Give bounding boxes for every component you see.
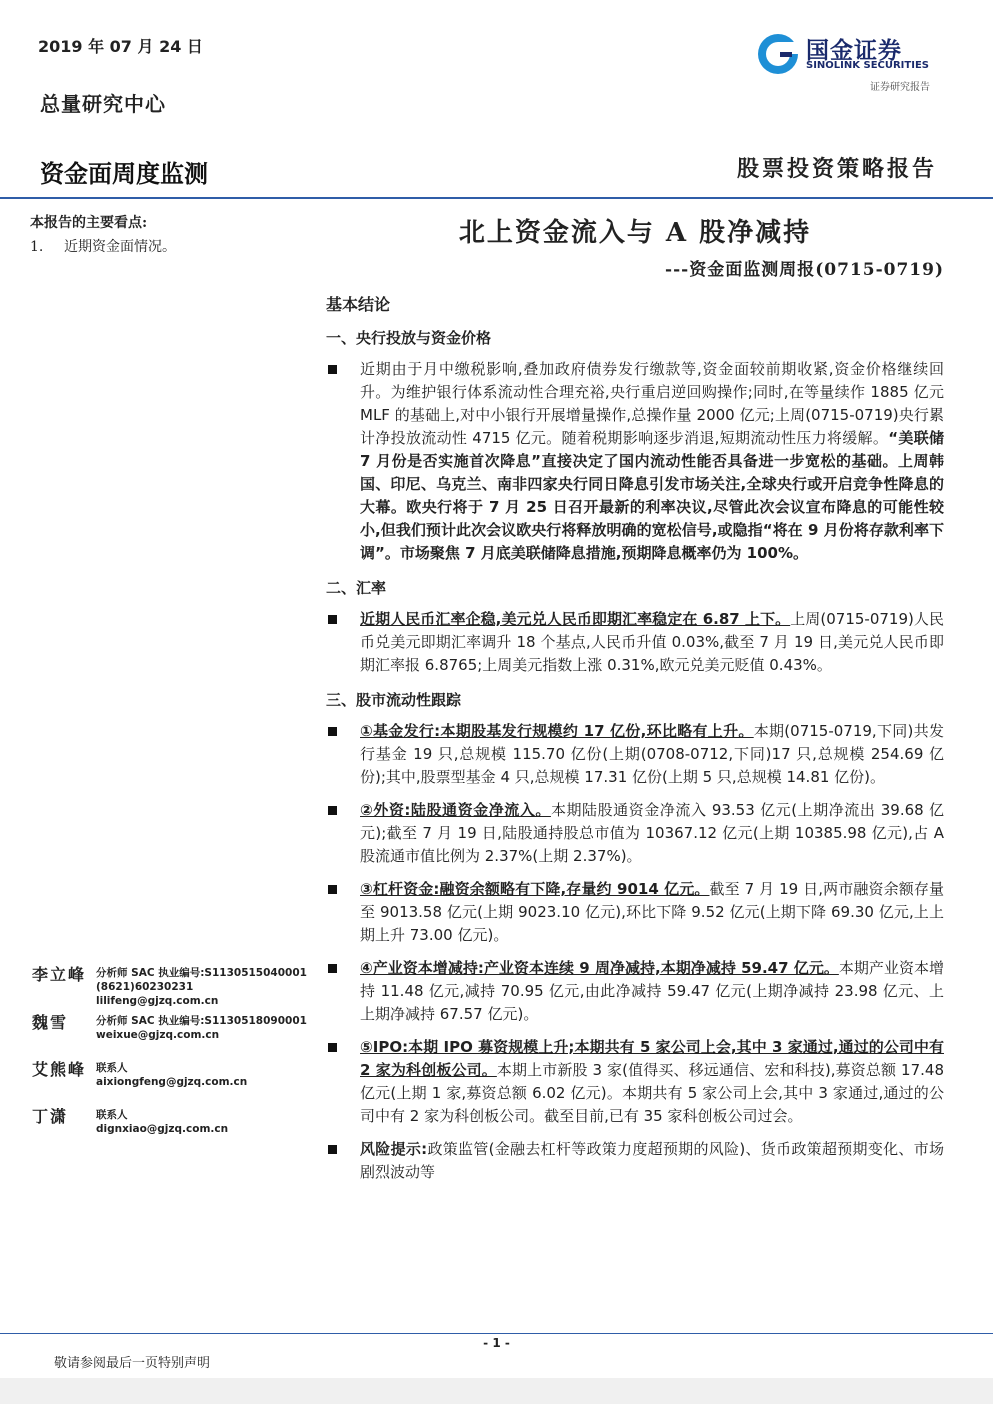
- bullet-lead: ③杠杆资金:融资余额略有下降,存量约 9014 亿元。: [360, 880, 710, 898]
- analyst-card: [32, 1104, 312, 1144]
- analyst-role: 联系人: [96, 1109, 128, 1121]
- sinolink-logo-icon: [756, 32, 800, 76]
- sidebar-highlights: [30, 212, 300, 256]
- report-title: 北上资金流入与 A 股净减持: [458, 218, 812, 248]
- bullet-lead: ②外资:陆股通资金净流入。: [360, 801, 551, 819]
- bullet-leverage: [326, 878, 944, 947]
- analyst-role: 分析师 SAC 执业编号:S1130518090001: [96, 1015, 307, 1027]
- analyst-email: weixue@gjzq.com.cn: [96, 1029, 220, 1041]
- analyst-email: aixiongfeng@gjzq.com.cn: [96, 1076, 248, 1088]
- bullet-text: 本期(0715-0719,下同)共发行基金 19 只,总规模 115.70 亿份(上期(0708-0712,下同)17 只,总规模 254.69 亿份);其中,股票型基金 4 只,总规模 17.31 亿份(上期 5 只,总规模 14.81 亿份)。: [360, 722, 945, 786]
- page-number: - 1 -: [483, 1336, 510, 1350]
- sidebar-item-num: 1.: [30, 239, 44, 255]
- analyst-info: [96, 1014, 307, 1042]
- logo-sub-text: 证券研究报告: [870, 82, 930, 93]
- analyst-name: 艾熊峰: [32, 1060, 87, 1079]
- bullet-lead: ④产业资本增减持:产业资本连续 9 周净减持,本期净减持 59.47 亿元。: [360, 959, 839, 977]
- bullet-central-bank: [326, 358, 944, 565]
- sidebar-item-text: 近期资金面情况。: [64, 239, 176, 255]
- bullet-text: 本期产业资本增持 11.48 亿元,减持 70.95 亿元,由此净减持 59.47 亿元(上期净减持 23.98 亿元、上上期净减持 67.57 亿元)。: [360, 959, 944, 1023]
- bullet-fx: [326, 608, 944, 677]
- analyst-email: lilifeng@gjzq.com.cn: [96, 995, 219, 1007]
- bullet-text: 本期陆股通资金净流入 93.53 亿元(上期净流出 39.68 亿元);截至 7 月 19 日,陆股通持股总市值为 10367.12 亿元(上期 10385.98 亿元),占 A 股流通市值比例为 2.37%(上期 2.37%)。: [360, 801, 944, 865]
- section-heading-central-bank: 一、央行投放与资金价格: [326, 329, 492, 347]
- analyst-phone: (8621)60230231: [96, 981, 194, 993]
- main-content: [326, 210, 944, 1188]
- bullet-lead: 近期人民币汇率企稳,美元兑人民币即期汇率稳定在 6.87 上下。: [360, 610, 791, 628]
- analyst-email: dignxiao@gjzq.com.cn: [96, 1123, 229, 1135]
- sidebar-heading: 本报告的主要看点:: [30, 215, 148, 231]
- bullet-text: 截至 7 月 19 日,两市融资余额存量至 9013.58 亿元(上期 9023.10 亿元),环比下降 9.52 亿元(上期下降 69.30 亿元,上上期上升 73.00 亿元)。: [360, 880, 944, 944]
- header-divider: [0, 197, 993, 199]
- bullet-foreign-capital: [326, 799, 944, 868]
- bullet-text: 本期上市新股 3 家(值得买、移远通信、宏和科技),募资总额 17.48 亿元(上期 1 家,募资总额 6.02 亿元)。本期共有 5 家公司上会,其中 3 家通过,通过的公司中有 2 家为科创板公司。截至目前,已有 35 家科创板公司过会。: [360, 1061, 944, 1125]
- bullet-text: 政策监管(金融去杠杆等政策力度超预期的风险)、货币政策超预期变化、市场剧烈波动等: [360, 1140, 944, 1181]
- bullet-bold-text: “美联储 7 月份是否实施首次降息”直接决定了国内流动性能否具备进一步宽松的基础。上周韩国、印尼、乌克兰、南非四家央行同日降息引发市场关注,全球央行或开启竞争性降息的大幕。欧央行将于 7 月 25 日召开最新的利率决议,尽管此次会议宣布降息的可能性较小,但我们预计此次会议欧央行将释放明确的宽松信号,或隐指“将在 9 月份将存款利率下调”。市场聚焦 7 月底美联储降息措施,预期降息概率仍为 100%。: [360, 429, 945, 562]
- logo-cn-text: 国金证券: [806, 38, 902, 64]
- analyst-role: 分析师 SAC 执业编号:S1130515040001: [96, 967, 307, 979]
- analyst-name: 魏雪: [32, 1013, 69, 1032]
- bullet-lead: ①基金发行:本期股基发行规模约 17 亿份,环比略有上升。: [360, 722, 754, 740]
- analyst-role: 联系人: [96, 1062, 128, 1074]
- analyst-name: 丁潇: [32, 1107, 69, 1126]
- disclaimer-note: 敬请参阅最后一页特别声明: [54, 1356, 211, 1371]
- section-heading-fx: 二、汇率: [326, 579, 387, 597]
- bullet-text: 近期由于月中缴税影响,叠加政府债券发行缴款等,资金面较前期收紧,资金价格继续回升。为维护银行体系流动性合理充裕,央行重启逆回购操作;同时,在等量续作 1885 亿元 MLF 的基础上,对中小银行开展增量操作,总操作量 2000 亿元;上周(0715-0719)央行累计净投放流动性 4715 亿元。随着税期影响逐步消退,短期流动性压力将缓解。: [360, 360, 944, 447]
- logo-en-text: SINOLINK SECURITIES: [806, 60, 929, 71]
- analyst-info: [96, 1061, 247, 1089]
- company-logo: [756, 30, 956, 92]
- bullet-lead: ⑤IPO:本期 IPO 募资规模上升;本期共有 5 家公司上会,其中 3 家通过,通过的公司中有 2 家为科创板公司。: [360, 1038, 944, 1079]
- research-center: 总量研究中心: [40, 92, 166, 116]
- page-bottom-band: [0, 1378, 993, 1404]
- bullet-lead: 风险提示:: [360, 1140, 428, 1158]
- analyst-info: [96, 1108, 228, 1136]
- report-subtitle: ---资金面监测周报(0715-0719): [665, 260, 944, 280]
- bullet-industrial-capital: [326, 957, 944, 1026]
- bullet-risk: [326, 1138, 944, 1184]
- section-heading-liquidity: 三、股市流动性跟踪: [326, 691, 462, 709]
- bullet-ipo: [326, 1036, 944, 1128]
- analyst-card: [32, 962, 312, 1012]
- analyst-info: [96, 966, 307, 1008]
- analyst-card: [32, 1010, 312, 1050]
- report-date: 2019 年 07 月 24 日: [38, 37, 203, 56]
- bullet-fund-issuance: [326, 720, 944, 789]
- footer-divider: [0, 1333, 993, 1334]
- report-series-title: 资金面周度监测: [40, 160, 208, 188]
- analyst-name: 李立峰: [32, 965, 87, 984]
- sidebar-item: [30, 236, 300, 256]
- report-type-title: 股票投资策略报告: [736, 156, 937, 182]
- basic-conclusion-heading: 基本结论: [326, 295, 391, 314]
- analyst-card: [32, 1057, 312, 1097]
- bullet-text: 上周(0715-0719)人民币兑美元即期汇率调升 18 个基点,人民币升值 0.03%,截至 7 月 19 日,美元兑人民币即期汇率报 6.8765;上周美元指数上涨 0.31%,欧元兑美元贬值 0.43%。: [360, 610, 944, 674]
